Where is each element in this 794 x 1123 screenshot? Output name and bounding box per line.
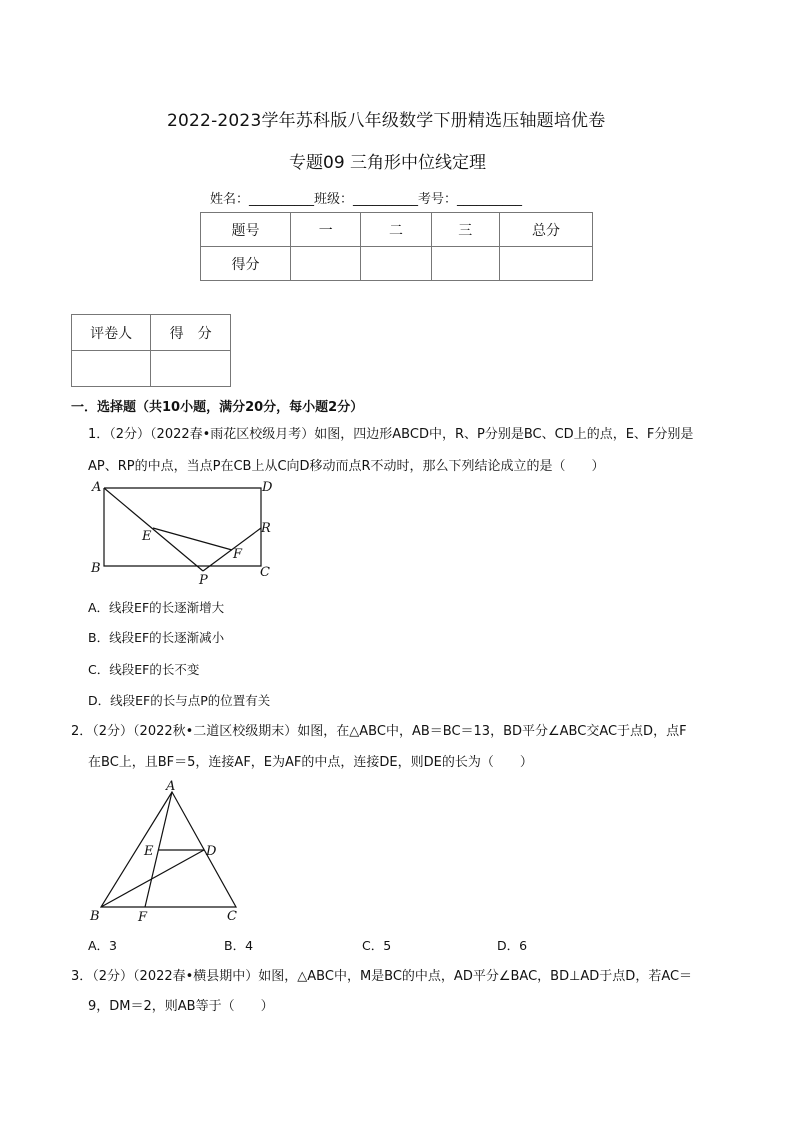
score-header-cell: 题号 xyxy=(201,213,291,247)
question-3-line2: 9，DM＝2，则AB等于（ ） xyxy=(88,999,274,1014)
question-2-line2: 在BC上，且BF＝5，连接AF，E为AF的中点，连接DE，则DE的长为（ ） xyxy=(88,755,533,770)
score-input-cell[interactable] xyxy=(431,247,499,281)
label-b: B xyxy=(91,561,101,576)
grader-input-cell[interactable] xyxy=(72,351,151,387)
question-1-option-d: D．线段EF的长与点P的位置有关 xyxy=(88,693,271,708)
score-header-cell: 一 xyxy=(291,213,361,247)
question-1-line1: 1．（2分）（2022春•雨花区校级月考）如图，四边形ABCD中，R、P分别是BC、CD上的点，E、F分别是 xyxy=(88,427,694,442)
label-a: A xyxy=(92,480,102,495)
label-r: R xyxy=(261,521,271,536)
label-c: C xyxy=(260,565,270,580)
question-1-option-a: A．线段EF的长逐渐增大 xyxy=(88,600,225,615)
grader-table xyxy=(71,314,231,387)
score-row-label: 得分 xyxy=(201,247,291,281)
score-header-cell: 二 xyxy=(361,213,431,247)
grader-input-cell[interactable] xyxy=(151,351,231,387)
score-header-cell: 总分 xyxy=(499,213,592,247)
score-table xyxy=(200,212,593,281)
question-2-option-b: B．4 xyxy=(224,938,254,953)
question-1-option-c: C．线段EF的长不变 xyxy=(88,662,200,677)
student-info-line: 姓名：__________班级：__________考号：__________ xyxy=(210,192,523,207)
question-3-line1: 3．（2分）（2022春•横县期中）如图，△ABC中，M是BC的中点，AD平分∠BAC，BD⊥AD于点D，若AC＝ xyxy=(71,969,693,984)
label-f: F xyxy=(233,547,243,562)
grader-header-cell: 评卷人 xyxy=(72,315,151,351)
label-p: P xyxy=(199,573,208,588)
label-f: F xyxy=(138,910,148,925)
question-2-line1: 2．（2分）（2022秋•二道区校级期末）如图，在△ABC中，AB＝BC＝13，BD平分∠ABC交AC于点D，点F xyxy=(71,724,687,739)
segment-ap xyxy=(104,488,203,571)
question-1-figure xyxy=(86,478,286,588)
score-input-cell[interactable] xyxy=(291,247,361,281)
document-title: 2022-2023学年苏科版八年级数学下册精选压轴题培优卷 xyxy=(167,111,606,131)
question-2-figure xyxy=(86,780,256,925)
section-title: 一．选择题（共10小题，满分20分，每小题2分） xyxy=(71,400,364,415)
label-d: D xyxy=(262,480,273,495)
score-header-cell: 三 xyxy=(431,213,499,247)
score-input-cell[interactable] xyxy=(499,247,592,281)
question-2-option-a: A．3 xyxy=(88,938,118,953)
question-1-option-b: B．线段EF的长逐渐减小 xyxy=(88,630,225,645)
label-d: D xyxy=(206,844,217,859)
label-e: E xyxy=(142,529,152,544)
document-subtitle: 专题09 三角形中位线定理 xyxy=(289,153,487,173)
score-input-cell[interactable] xyxy=(361,247,431,281)
label-c: C xyxy=(227,909,237,924)
question-2-option-c: C．5 xyxy=(362,938,392,953)
label-e: E xyxy=(144,844,154,859)
label-a: A xyxy=(166,780,176,794)
label-b: B xyxy=(90,909,100,924)
question-2-option-d: D．6 xyxy=(497,938,528,953)
question-1-line2: AP、RP的中点，当点P在CB上从C向D移动而点R不动时，那么下列结论成立的是（ ） xyxy=(88,459,605,474)
grader-header-cell: 得 分 xyxy=(151,315,231,351)
